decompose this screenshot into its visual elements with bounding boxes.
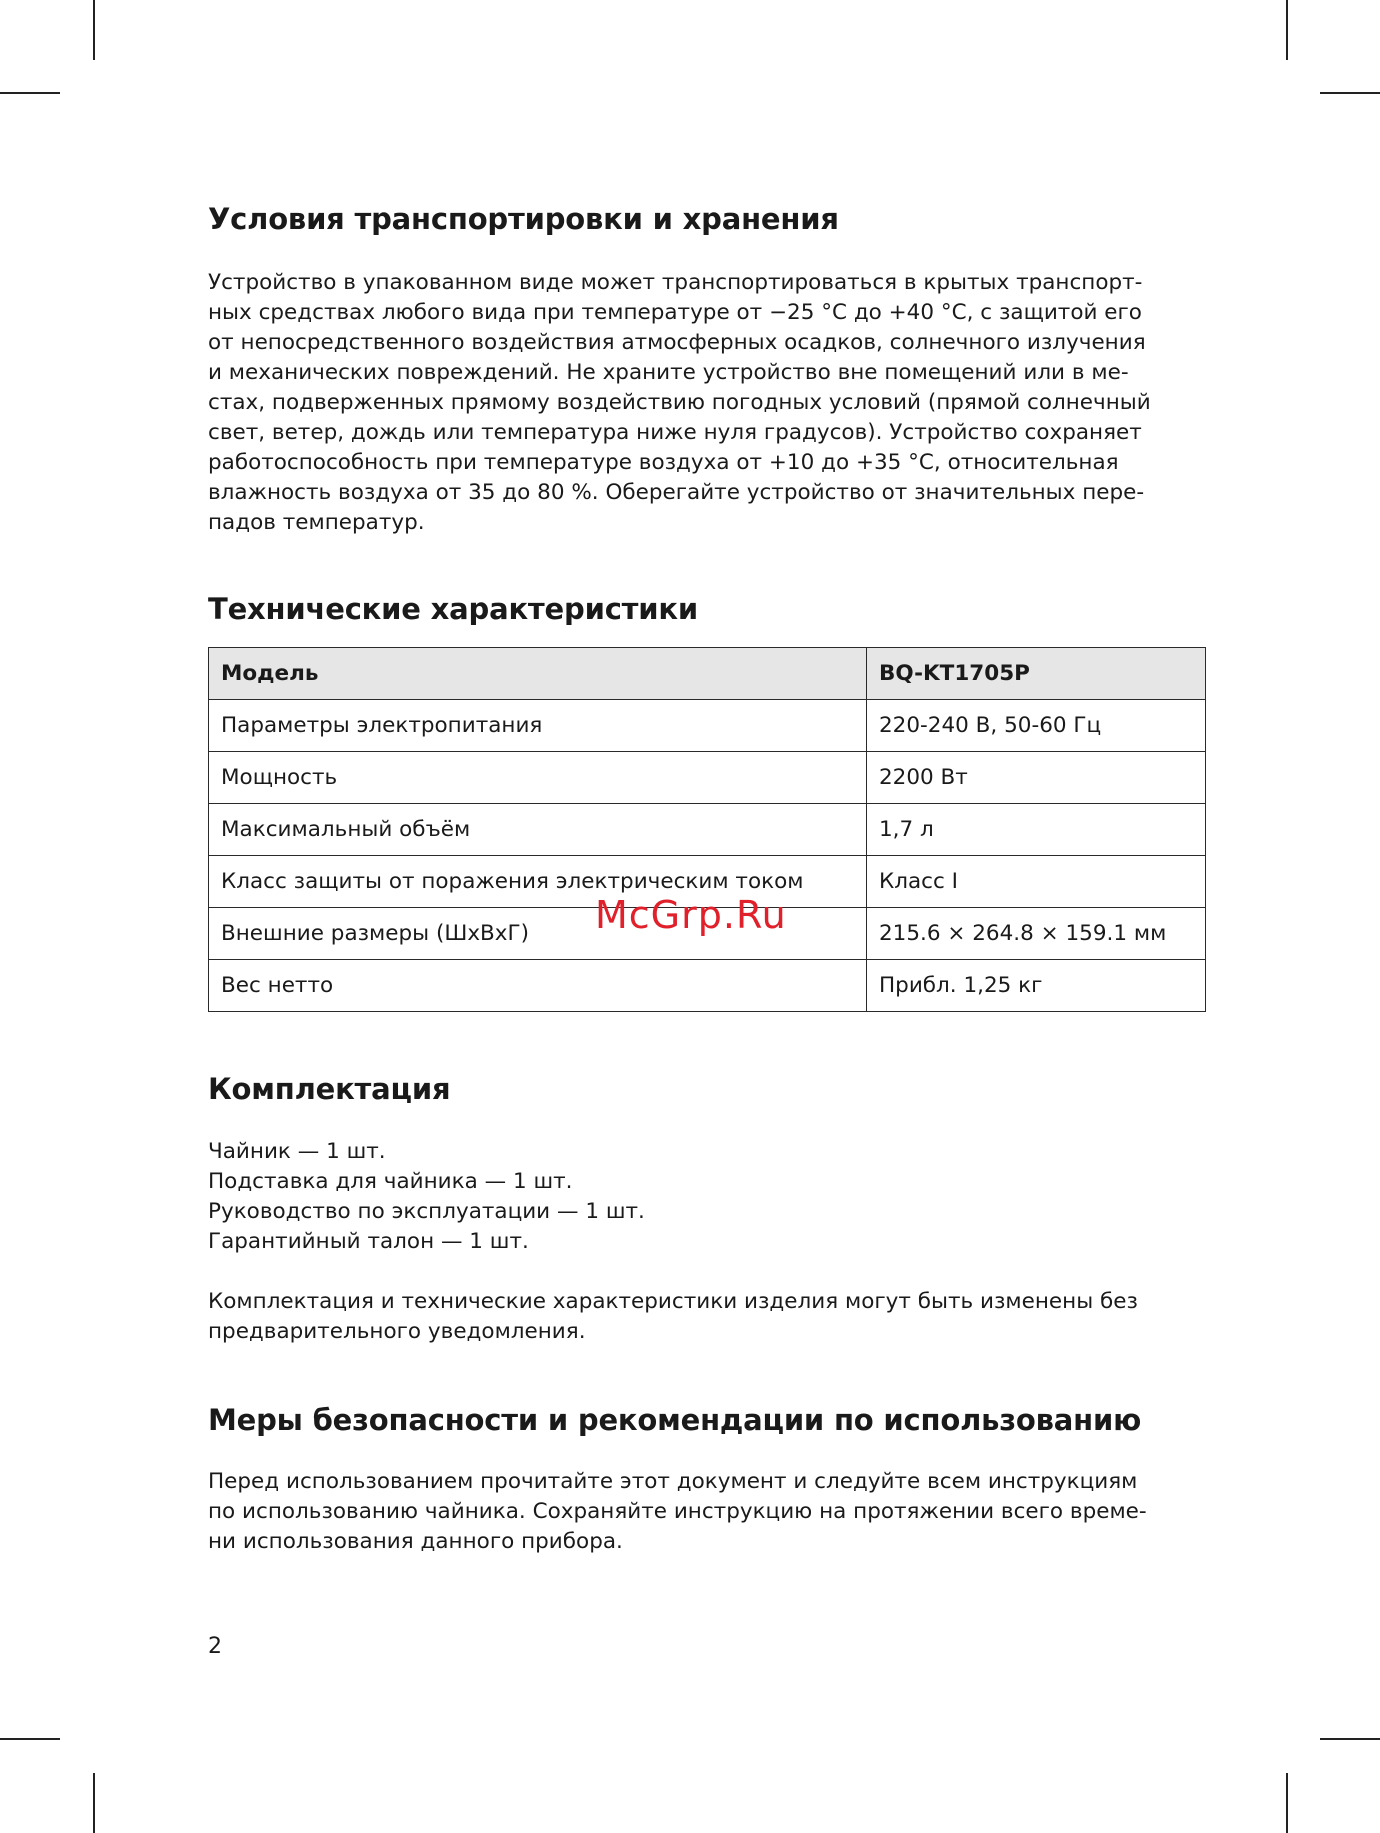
table-row [209,700,1206,752]
paragraph-line: ни использования данного прибора. [208,1529,623,1554]
table-cell-value: Класс I [867,856,1206,908]
table-cell-value: 2200 Вт [867,752,1206,804]
paragraph-line: влажность воздуха от 35 до 80 %. Оберегайте устройство от значительных пере- [208,480,1145,505]
paragraph-line: и механических повреждений. Не храните устройство вне помещений или в ме- [208,360,1129,385]
table-row [209,960,1206,1012]
paragraph-line: Комплектация и технические характеристики изделия могут быть изменены без [208,1289,1138,1314]
list-item: Гарантийный талон — 1 шт. [208,1229,529,1254]
crop-mark [93,0,95,60]
paragraph-line: Устройство в упакованном виде может транспортироваться в крытых транспорт- [208,270,1143,295]
table-cell-label: Модель [209,648,867,700]
crop-mark [93,1773,95,1833]
package-heading: Комплектация [208,1072,451,1106]
paragraph-line: падов температур. [208,510,425,535]
safety-heading: Меры безопасности и рекомендации по использованию [208,1403,1142,1437]
list-item: Подставка для чайника — 1 шт. [208,1169,573,1194]
paragraph-line: предварительного уведомления. [208,1319,586,1344]
crop-mark [1286,0,1288,60]
specs-heading: Технические характеристики [208,592,699,626]
list-item: Руководство по эксплуатации — 1 шт. [208,1199,645,1224]
table-cell-value: BQ-KT1705P [867,648,1206,700]
paragraph-line: стах, подверженных прямому воздействию погодных условий (прямой солнечный [208,390,1151,415]
table-header-row [209,648,1206,700]
transport-paragraph [208,268,1151,538]
table-cell-label: Вес нетто [209,960,867,1012]
crop-mark [0,1738,60,1740]
table-cell-label: Максимальный объём [209,804,867,856]
paragraph-line: свет, ветер, дождь или температура ниже нуля градусов). Устройство сохраняет [208,420,1142,445]
list-item: Чайник — 1 шт. [208,1139,386,1164]
table-cell-value: 215.6 × 264.8 × 159.1 мм [867,908,1206,960]
transport-heading: Условия транспортировки и хранения [208,202,839,236]
paragraph-line: Перед использованием прочитайте этот документ и следуйте всем инструкциям [208,1469,1138,1494]
crop-mark [1320,1738,1380,1740]
page-number: 2 [208,1634,222,1659]
crop-mark [1320,92,1380,94]
table-cell-value: 1,7 л [867,804,1206,856]
safety-paragraph [208,1467,1147,1557]
table-row [209,752,1206,804]
paragraph-line: работоспособность при температуре воздуха от +10 до +35 °C, относительная [208,450,1119,475]
table-cell-value: Прибл. 1,25 кг [867,960,1206,1012]
table-cell-label: Класс защиты от поражения электрическим током [209,856,867,908]
watermark: McGrp.Ru [595,893,787,937]
package-note [208,1287,1138,1347]
table-cell-label: Мощность [209,752,867,804]
specs-table [208,647,1206,1012]
package-list [208,1137,645,1257]
crop-mark [1286,1773,1288,1833]
crop-mark [0,92,60,94]
paragraph-line: от непосредственного воздействия атмосферных осадков, солнечного излучения [208,330,1146,355]
table-cell-label: Внешние размеры (ШхВхГ) [209,908,867,960]
paragraph-line: по использованию чайника. Сохраняйте инструкцию на протяжении всего време- [208,1499,1147,1524]
table-row [209,804,1206,856]
paragraph-line: ных средствах любого вида при температуре от −25 °C до +40 °C, с защитой его [208,300,1142,325]
table-cell-label: Параметры электропитания [209,700,867,752]
table-cell-value: 220-240 В, 50-60 Гц [867,700,1206,752]
